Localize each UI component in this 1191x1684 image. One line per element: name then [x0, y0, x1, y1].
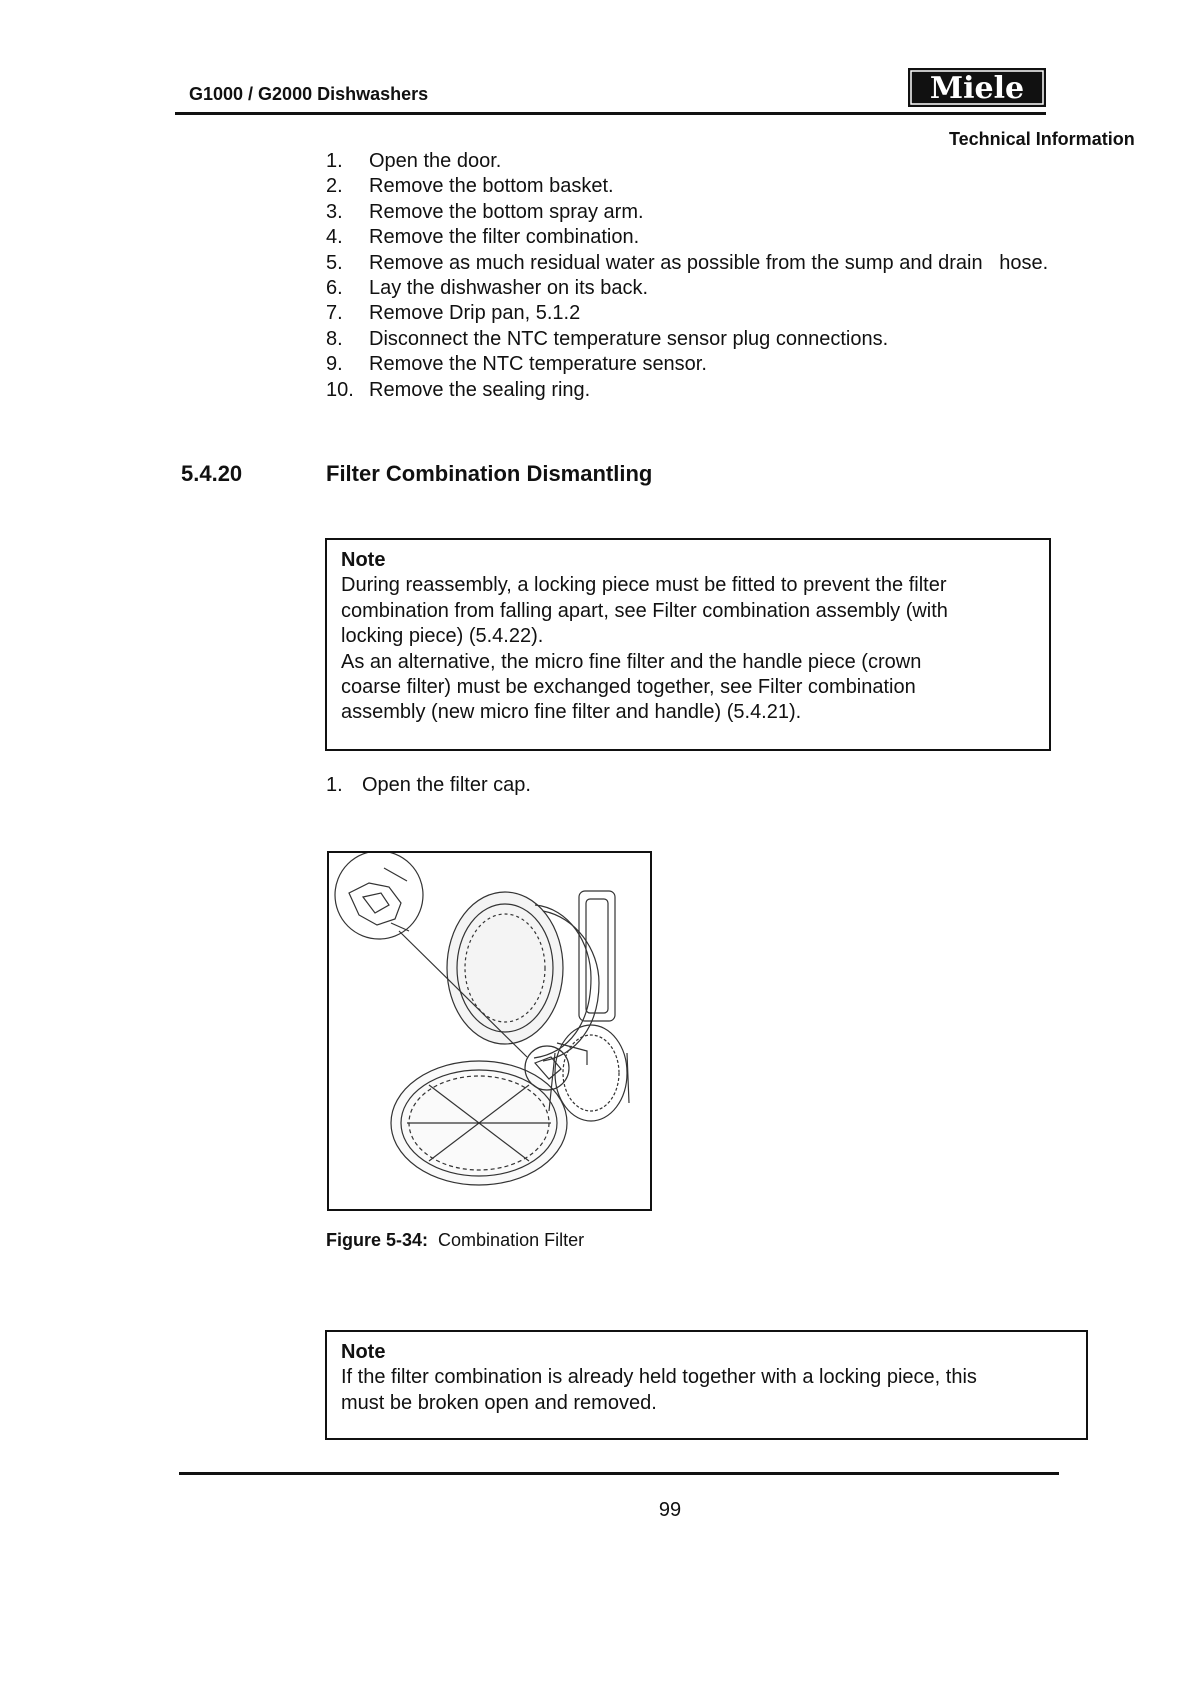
- note-heading: Note: [341, 1341, 386, 1363]
- dismantling-step: 1. Open the filter cap.: [326, 774, 531, 796]
- note-box: [325, 1330, 1088, 1440]
- list-item: 7. Remove Drip pan, 5.1.2: [326, 302, 581, 325]
- list-item: 10. Remove the sealing ring.: [326, 378, 591, 401]
- combination-filter-figure: [327, 851, 652, 1211]
- filter-housing-drawing: [447, 891, 615, 1065]
- list-item: 6. Lay the dishwasher on its back.: [326, 277, 649, 300]
- note-body: If the filter combination is already held together with a locking piece, this must be broken open and removed.: [341, 1366, 977, 1414]
- list-item: 5. Remove as much residual water as possible from the sump and drain hose.: [326, 251, 1049, 274]
- list-item: 1. Open the door.: [326, 150, 502, 172]
- figure-caption: [326, 1230, 584, 1251]
- document-title: G1000 / G2000 Dishwashers: [189, 84, 429, 104]
- list-item: 3. Remove the bottom spray arm.: [326, 200, 644, 223]
- list-item: 8. Disconnect the NTC temperature sensor plug connections.: [326, 327, 889, 350]
- coarse-filter-drawing: [391, 1025, 629, 1185]
- miele-logo: [908, 68, 1046, 107]
- section-label: Technical Information: [949, 129, 1135, 149]
- note-box: [325, 538, 1051, 751]
- note-heading: Note: [341, 549, 386, 571]
- footer-divider: [179, 1472, 1059, 1475]
- section-number: 5.4.20: [181, 461, 243, 486]
- figure-label: Figure 5-34:: [326, 1230, 429, 1250]
- figure-caption-text: Combination Filter: [438, 1230, 585, 1250]
- svg-text:Miele: Miele: [929, 71, 1025, 106]
- removal-steps-list: [326, 149, 1048, 403]
- section-title: Filter Combination Dismantling: [326, 461, 653, 486]
- note-body: During reassembly, a locking piece must be fitted to prevent the filter combination from falling apart, see Filter combination assembly (with locking piece) (5.4.22). As an alternative, the micro fine filter and the handle piece (crown coarse filter) must be exchanged together, see Filter combination assembly (new micro fine filter and handle) (5.4.21).: [341, 574, 948, 724]
- list-item: 4. Remove the filter combination.: [326, 226, 640, 249]
- list-item: 2. Remove the bottom basket.: [326, 175, 614, 198]
- list-item: 9. Remove the NTC temperature sensor.: [326, 353, 707, 376]
- header-divider: [175, 112, 1046, 115]
- page-number: 99: [658, 1499, 682, 1521]
